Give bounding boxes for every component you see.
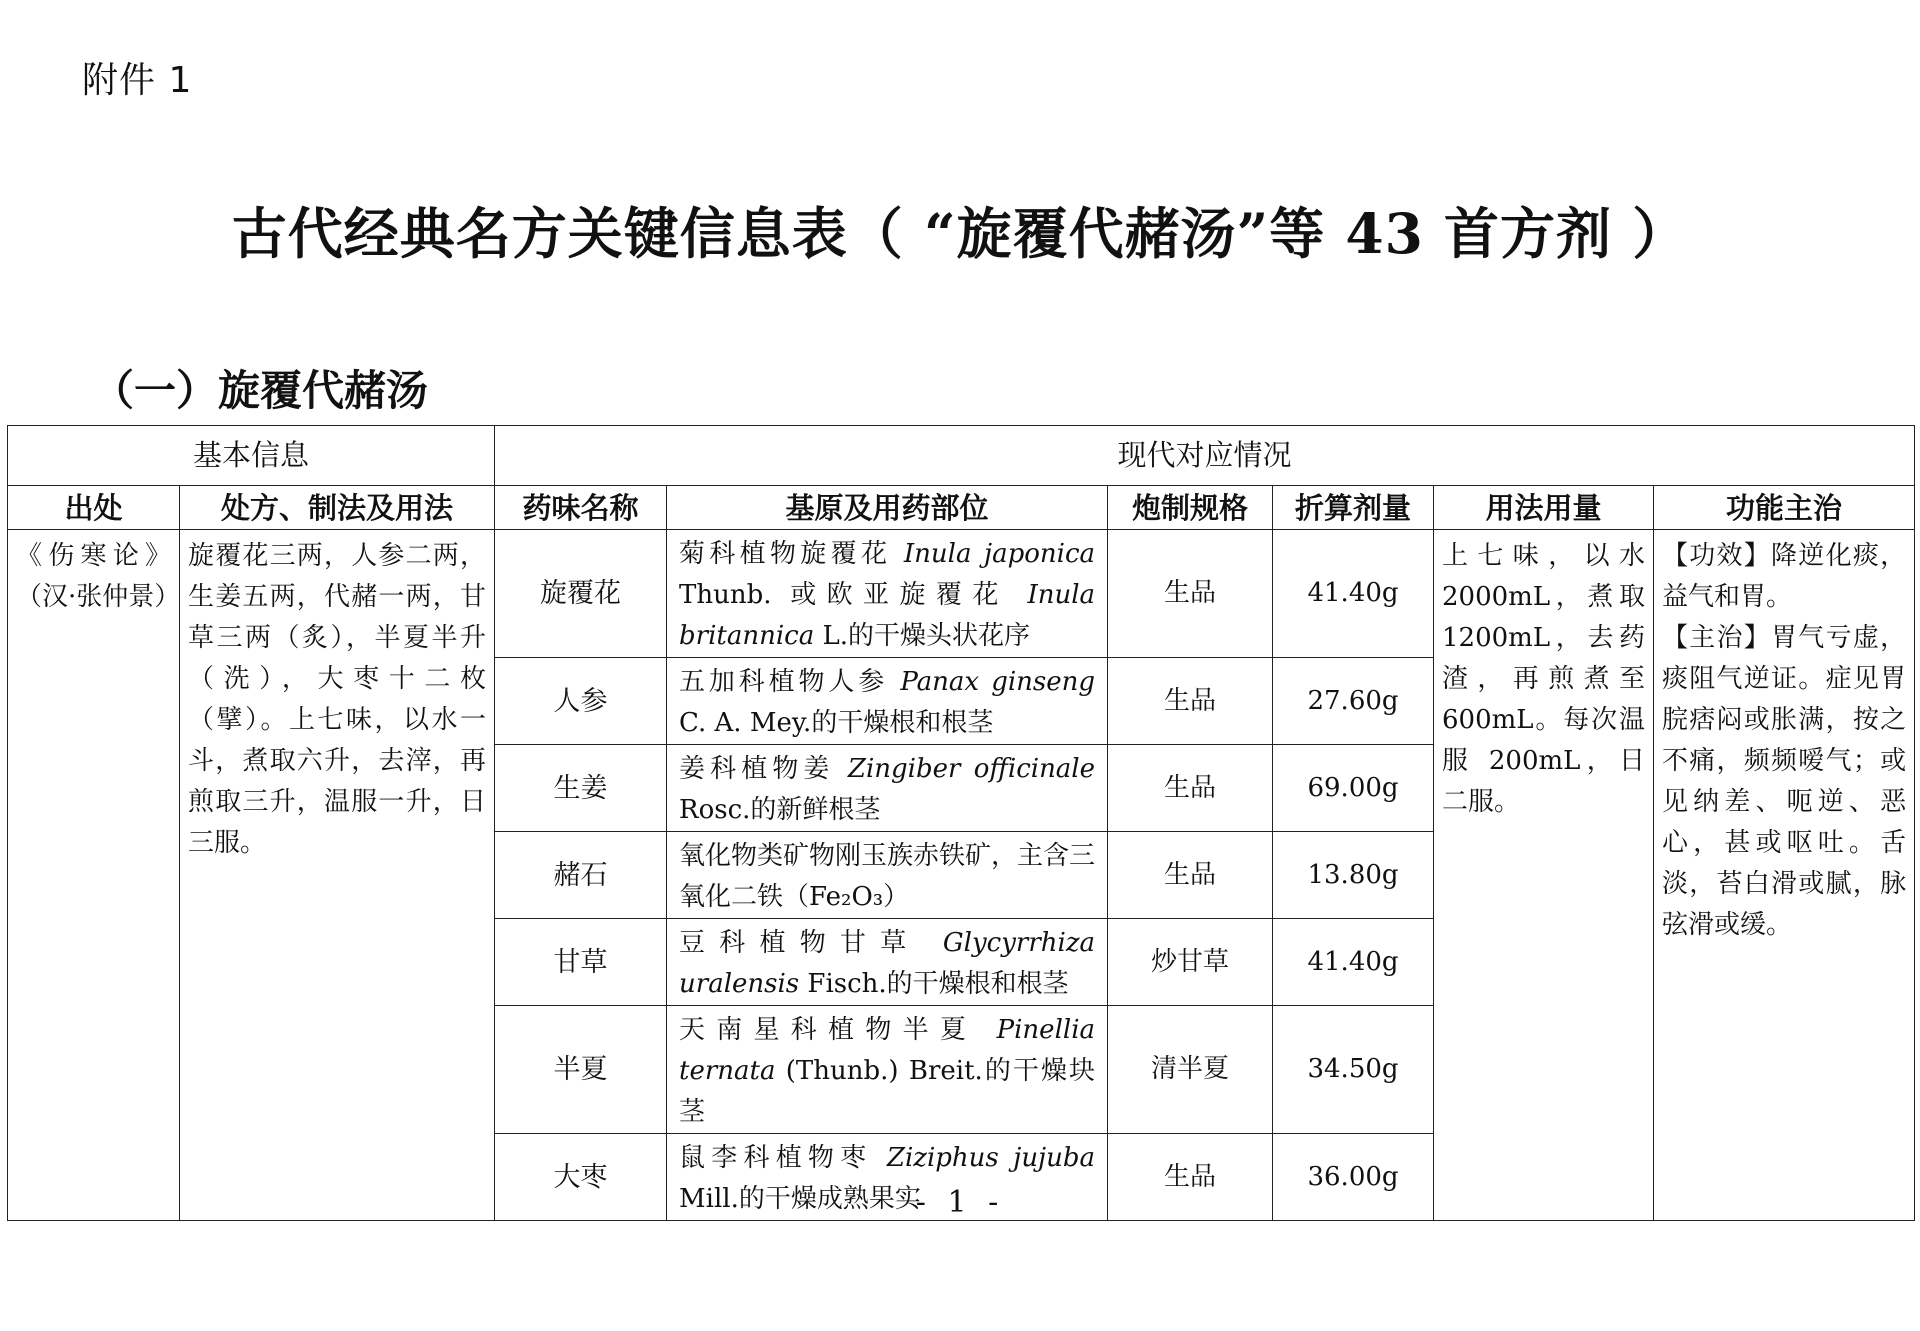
processing-cell: 生品 [1108,658,1273,745]
col-header-processing: 炮制规格 [1108,486,1273,530]
processing-cell: 生品 [1108,745,1273,832]
annex-label: 附件 1 [82,60,193,101]
origin-cell: 菊科植物旋覆花 Inula japonica Thunb. 或欧亚旋覆花 Inula britannica L.的干燥头状花序 [667,530,1108,658]
function-cell [1654,530,1915,1221]
origin-cell: 氧化物类矿物刚玉族赤铁矿，主含三氧化二铁（Fe₂O₃） [667,832,1108,919]
dose-cell: 34.50g [1273,1006,1434,1134]
function-indication: 【主治】胃气亏虚，痰阻气逆证。症见胃脘痞闷或胀满，按之不痛，频频嗳气；或见纳差、呃逆、恶心，甚或呕吐。舌淡，苔白滑或腻，脉弦滑或缓。 [1662,623,1907,940]
function-efficacy: 【功效】降逆化痰，益气和胃。 [1662,541,1907,612]
dose-cell: 13.80g [1273,832,1434,919]
section-title: （一）旋覆代赭汤 [92,366,429,415]
group-header-modern: 现代对应情况 [495,426,1915,486]
processing-cell: 生品 [1108,530,1273,658]
dose-cell: 41.40g [1273,530,1434,658]
origin-cell: 鼠李科植物枣 Ziziphus jujuba Mill.的干燥成熟果实 [667,1134,1108,1221]
dose-cell: 69.00g [1273,745,1434,832]
herb-name: 大枣 [495,1134,667,1221]
processing-cell: 生品 [1108,1134,1273,1221]
processing-cell: 清半夏 [1108,1006,1273,1134]
herb-name: 生姜 [495,745,667,832]
col-header-source: 出处 [8,486,180,530]
group-header-basic: 基本信息 [8,426,495,486]
source-cell: 《伤寒论》（汉·张仲景） [8,530,180,1221]
origin-cell: 豆科植物甘草 Glycyrrhiza uralensis Fisch.的干燥根和根茎 [667,919,1108,1006]
col-header-prescription: 处方、制法及用法 [180,486,495,530]
origin-cell: 姜科植物姜 Zingiber officinale Rosc.的新鲜根茎 [667,745,1108,832]
formula-table [7,425,1915,1221]
page-number: - 1 - [915,1185,1005,1220]
prescription-cell: 旋覆花三两，人参二两，生姜五两，代赭一两，甘草三两（炙），半夏半升（洗），大枣十二枚（擘）。上七味，以水一斗，煮取六升，去滓，再煎取三升，温服一升，日三服。 [180,530,495,1221]
herb-name: 旋覆花 [495,530,667,658]
col-header-dose: 折算剂量 [1273,486,1434,530]
col-header-herb: 药味名称 [495,486,667,530]
dose-cell: 41.40g [1273,919,1434,1006]
processing-cell: 生品 [1108,832,1273,919]
col-header-usage: 用法用量 [1434,486,1654,530]
usage-cell: 上七味，以水2000mL，煮取1200mL，去药渣，再煎煮至600mL。每次温服 200mL，日二服。 [1434,530,1654,1221]
table-row [8,530,1915,658]
dose-cell: 27.60g [1273,658,1434,745]
origin-cell: 五加科植物人参 Panax ginseng C. A. Mey.的干燥根和根茎 [667,658,1108,745]
dose-cell: 36.00g [1273,1134,1434,1221]
document-title: 古代经典名方关键信息表（ “旋覆代赭汤”等 43 首方剂 ） [231,201,1689,266]
col-header-function: 功能主治 [1654,486,1915,530]
col-header-origin: 基原及用药部位 [667,486,1108,530]
herb-name: 赭石 [495,832,667,919]
origin-cell: 天南星科植物半夏 Pinellia ternata (Thunb.) Breit.的干燥块茎 [667,1006,1108,1134]
herb-name: 半夏 [495,1006,667,1134]
processing-cell: 炒甘草 [1108,919,1273,1006]
herb-name: 甘草 [495,919,667,1006]
herb-name: 人参 [495,658,667,745]
